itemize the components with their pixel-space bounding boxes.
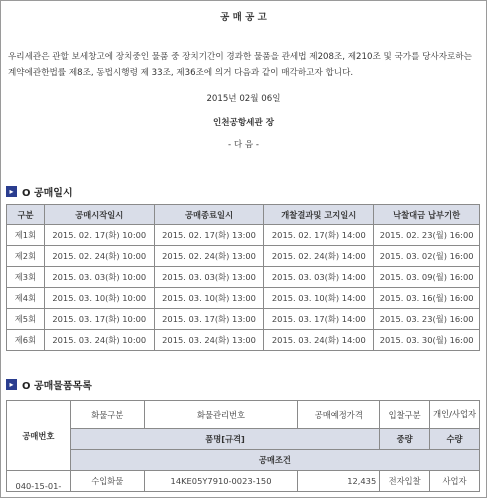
goods-header-row-1 — [7, 401, 480, 429]
cargo-type-cell: 수입화물 — [70, 471, 144, 492]
table-cell: 2015. 03. 24(화) 10:00 — [44, 330, 154, 351]
header-bid-type: 입찰구분 — [380, 401, 430, 429]
header-end: 공매종료일시 — [154, 205, 264, 225]
bid-type-cell: 전자입찰 — [380, 471, 430, 492]
table-row — [7, 471, 480, 492]
schedule-header-row — [7, 205, 480, 225]
table-cell: 2015. 02. 24(화) 13:00 — [154, 246, 264, 267]
table-cell: 2015. 02. 24(화) 14:00 — [264, 246, 374, 267]
table-row — [7, 225, 480, 246]
table-cell: 2015. 02. 17(화) 10:00 — [44, 225, 154, 246]
table-cell: 제5회 — [7, 309, 45, 330]
notice-title: 공 매 공 고 — [220, 12, 267, 23]
goods-table — [6, 400, 480, 492]
table-cell: 제4회 — [7, 288, 45, 309]
table-cell: 2015. 03. 17(화) 14:00 — [264, 309, 374, 330]
goods-header-row-3 — [7, 450, 480, 471]
table-cell: 2015. 03. 23(월) 16:00 — [374, 309, 480, 330]
goods-header-row-2 — [7, 429, 480, 450]
expected-price-cell: 12,435 — [298, 471, 380, 492]
notice-separator: - 다 음 - — [227, 140, 259, 150]
cargo-mgmt-no-cell: 14KE05Y7910-0023-150 — [144, 471, 298, 492]
header-quantity: 수량 — [430, 429, 480, 450]
lot-no-cell: 040-15-01- — [7, 471, 71, 492]
table-cell: 2015. 03. 02(월) 16:00 — [374, 246, 480, 267]
chevron-right-icon: ▸ — [6, 379, 17, 390]
table-cell: 2015. 02. 23(월) 16:00 — [374, 225, 480, 246]
header-conditions: 공매조건 — [70, 450, 479, 471]
table-cell: 2015. 02. 24(화) 10:00 — [44, 246, 154, 267]
notice-paragraph: 우리세관은 관할 보세창고에 장치중인 물품 중 장치기간이 경과한 물품을 관세법 제208조, 제210조 및 국가를 당사자로하는계약에관한법률 제8조, 동법시행령 제 33조, 제36조에 의거 다음과 같이 매각하고자 합니다. — [8, 52, 472, 78]
table-cell: 2015. 03. 17(화) 10:00 — [44, 309, 154, 330]
table-cell: 2015. 03. 03(화) 14:00 — [264, 267, 374, 288]
table-row — [7, 288, 480, 309]
table-cell: 2015. 03. 17(화) 13:00 — [154, 309, 264, 330]
table-row — [7, 330, 480, 351]
header-seller: 개인/사업자 — [430, 401, 480, 429]
header-cargo-type: 화물구분 — [70, 401, 144, 429]
schedule-table — [6, 204, 480, 351]
schedule-section-header — [6, 184, 73, 199]
table-cell: 2015. 03. 16(월) 16:00 — [374, 288, 480, 309]
table-cell: 2015. 03. 10(화) 14:00 — [264, 288, 374, 309]
header-payment: 낙찰대금 납부기한 — [374, 205, 480, 225]
table-cell: 2015. 03. 30(월) 16:00 — [374, 330, 480, 351]
table-cell: 제3회 — [7, 267, 45, 288]
table-row — [7, 309, 480, 330]
schedule-section-title: O 공매일시 — [22, 188, 73, 199]
chevron-right-icon: ▸ — [6, 186, 17, 197]
table-cell: 2015. 02. 17(화) 13:00 — [154, 225, 264, 246]
table-cell: 제6회 — [7, 330, 45, 351]
header-item-name: 품명[규격] — [70, 429, 379, 450]
table-cell: 2015. 03. 10(화) 10:00 — [44, 288, 154, 309]
header-start: 공매시작일시 — [44, 205, 154, 225]
header-weight: 중량 — [380, 429, 430, 450]
table-cell: 제1회 — [7, 225, 45, 246]
goods-section-title: O 공매물품목록 — [22, 381, 92, 392]
table-cell: 제2회 — [7, 246, 45, 267]
table-cell: 2015. 03. 24(화) 13:00 — [154, 330, 264, 351]
header-lot-no: 공매번호 — [7, 401, 71, 471]
table-cell: 2015. 03. 10(화) 13:00 — [154, 288, 264, 309]
table-row — [7, 246, 480, 267]
notice-date: 2015년 02월 06일 — [206, 94, 281, 104]
table-row — [7, 267, 480, 288]
table-cell: 2015. 02. 17(화) 14:00 — [264, 225, 374, 246]
table-cell: 2015. 03. 09(월) 16:00 — [374, 267, 480, 288]
seller-cell: 사업자 — [430, 471, 480, 492]
table-cell: 2015. 03. 24(화) 14:00 — [264, 330, 374, 351]
table-cell: 2015. 03. 03(화) 10:00 — [44, 267, 154, 288]
header-result: 개찰결과및 고지일시 — [264, 205, 374, 225]
goods-section-header — [6, 377, 92, 392]
header-cargo-mgmt-no: 화물관리번호 — [144, 401, 298, 429]
table-cell: 2015. 03. 03(화) 13:00 — [154, 267, 264, 288]
header-round: 구분 — [7, 205, 45, 225]
header-expected-price: 공매예정가격 — [298, 401, 380, 429]
notice-issuer: 인천공항세관 장 — [212, 118, 275, 128]
